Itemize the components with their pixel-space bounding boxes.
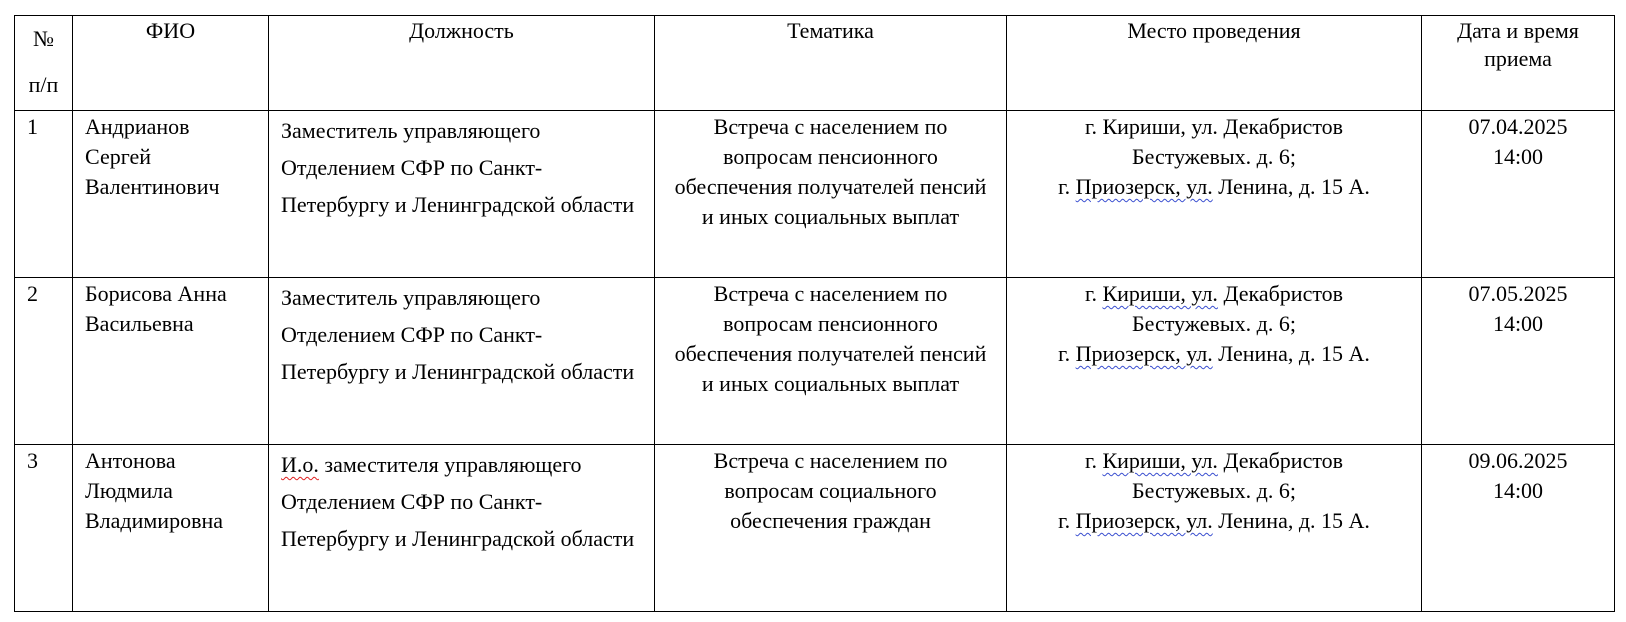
row-topic: Встреча с населением по вопросам пенсионного обеспечения получателей пенсий и иных социальных выплат (655, 111, 1007, 278)
header-date: Дата и время приема (1422, 16, 1615, 111)
place-line-1 (1015, 446, 1413, 476)
place-town-1: Кириши, ул. (1102, 281, 1218, 306)
place-street-2: Ленина, д. 15 А. (1212, 508, 1370, 533)
place-line-1 (1015, 112, 1413, 142)
place-town-1: Кириши, ул. (1102, 448, 1218, 473)
row-place (1007, 111, 1422, 278)
row-position-text: Заместитель управляющего Отделением СФР по Санкт-Петербургу и Ленинградской области (281, 118, 635, 217)
place-town-2: Приозерск, ул. (1075, 508, 1213, 533)
header-place: Место проведения (1007, 16, 1422, 111)
place-line-2: Бестужевых. д. 6; (1132, 311, 1296, 336)
place-street-1: ул. Декабристов (1185, 114, 1344, 139)
table-row (15, 278, 1615, 445)
table-row (15, 111, 1615, 278)
place-line-3 (1015, 506, 1413, 536)
row-date: 07.04.2025 (1468, 114, 1568, 139)
row-position (269, 445, 655, 612)
place-street-2: Ленина, д. 15 А. (1212, 341, 1370, 366)
place-street-2: Ленина, д. 15 А. (1212, 174, 1370, 199)
row-fio: Андрианов Сергей Валентинович (73, 111, 269, 278)
place-city-prefix-2: г. (1058, 341, 1076, 366)
row-fio: Антонова Людмила Владимировна (73, 445, 269, 612)
row-position-prefix: И.о. (281, 452, 319, 477)
place-city-prefix-1: г. (1084, 448, 1103, 473)
row-place (1007, 445, 1422, 612)
place-line-2: Бестужевых. д. 6; (1132, 144, 1296, 169)
place-town-2: Приозерск, ул. (1075, 341, 1213, 366)
place-town-2: Приозерск, ул. (1075, 174, 1213, 199)
row-topic: Встреча с населением по вопросам пенсионного обеспечения получателей пенсий и иных социальных выплат (655, 278, 1007, 445)
row-time: 14:00 (1492, 144, 1544, 169)
row-date: 07.05.2025 (1468, 281, 1568, 306)
place-city-1: г. Кириши, (1084, 114, 1186, 139)
place-city-prefix-2: г. (1058, 174, 1076, 199)
table-row (15, 445, 1615, 612)
table-header-row (15, 16, 1615, 111)
place-line-3 (1015, 339, 1413, 369)
row-topic: Встреча с населением по вопросам социального обеспечения граждан (655, 445, 1007, 612)
header-num-sign: № (33, 26, 54, 51)
header-fio: ФИО (73, 16, 269, 111)
place-street-1: Декабристов (1217, 281, 1344, 306)
place-line-3 (1015, 172, 1413, 202)
row-number: 2 (15, 278, 73, 445)
row-date: 09.06.2025 (1468, 448, 1568, 473)
row-datetime (1422, 111, 1615, 278)
row-datetime (1422, 278, 1615, 445)
row-time: 14:00 (1492, 311, 1544, 336)
row-position-text: Заместитель управляющего Отделением СФР по Санкт-Петербургу и Ленинградской области (281, 285, 635, 384)
row-number: 3 (15, 445, 73, 612)
row-position-text: заместителя управляющего Отделением СФР по Санкт-Петербургу и Ленинградской области (281, 452, 635, 551)
row-place (1007, 278, 1422, 445)
row-time: 14:00 (1492, 478, 1544, 503)
header-num-abbr: п/п (28, 72, 59, 97)
row-position (269, 278, 655, 445)
place-city-prefix-1: г. (1084, 281, 1103, 306)
header-num (15, 16, 73, 111)
place-line-2: Бестужевых. д. 6; (1132, 478, 1296, 503)
header-topic: Тематика (655, 16, 1007, 111)
header-position: Должность (269, 16, 655, 111)
row-datetime (1422, 445, 1615, 612)
row-fio: Борисова Анна Васильевна (73, 278, 269, 445)
place-street-1: Декабристов (1217, 448, 1344, 473)
place-line-1 (1015, 279, 1413, 309)
row-position (269, 111, 655, 278)
reception-schedule-table (14, 15, 1615, 612)
place-city-prefix-2: г. (1058, 508, 1076, 533)
row-number: 1 (15, 111, 73, 278)
